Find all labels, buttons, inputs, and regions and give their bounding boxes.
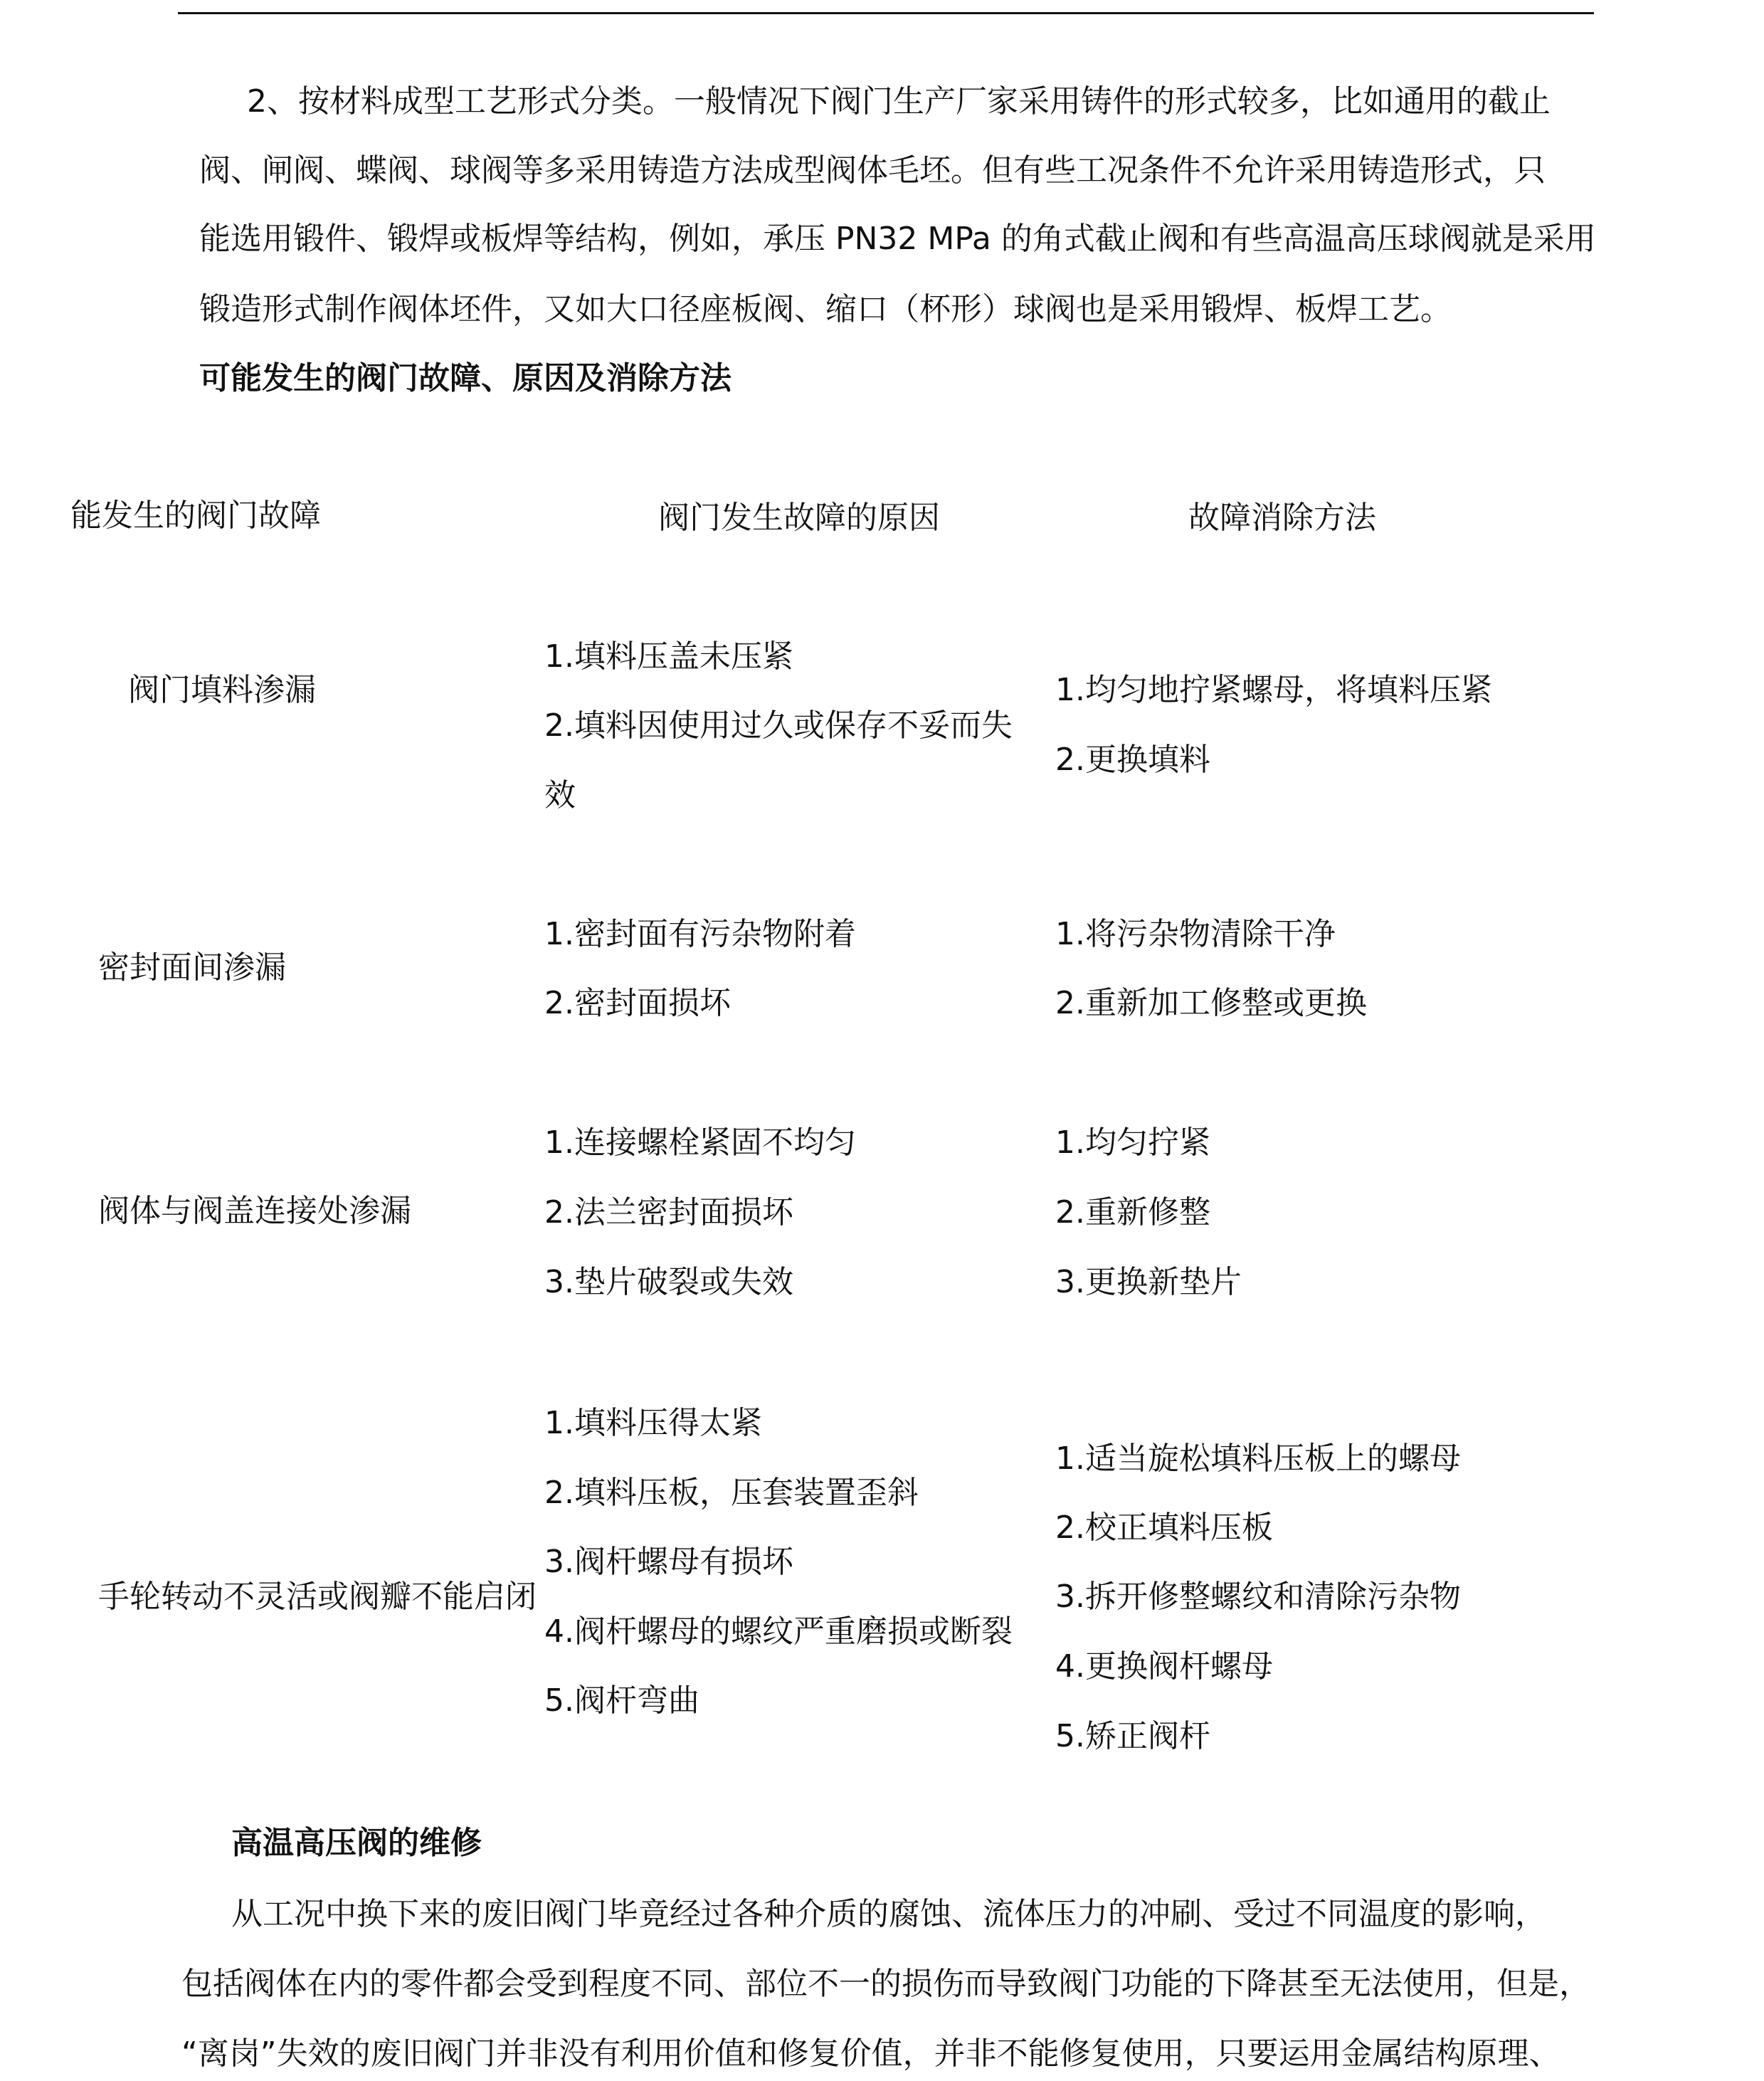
table-header-remedy: 故障消除方法 [1188, 500, 1376, 536]
remedy-item: 5.矫正阀杆 [1055, 1718, 1210, 1754]
cause-item: 1.填料压盖未压紧 [544, 638, 793, 675]
cause-item: 2.法兰密封面损坏 [544, 1194, 793, 1231]
cause-item: 3.垫片破裂或失效 [544, 1264, 793, 1300]
repair-title: 高温高压阀的维修 [231, 1825, 482, 1861]
remedy-item: 1.均匀地拧紧螺母，将填料压紧 [1055, 672, 1492, 708]
intro-line-4: 锻造形式制作阀体坯件，又如大口径座板阀、缩口（杯形）球阀也是采用锻焊、板焊工艺。 [199, 291, 1452, 327]
intro-line-3: 能选用锻件、锻焊或板焊等结构，例如，承压 PN32 MPa 的角式截止阀和有些高温高压球阀就是采用 [199, 221, 1596, 257]
remedy-item: 3.更换新垫片 [1055, 1264, 1242, 1300]
table-header-cause: 阀门发生故障的原因 [658, 500, 940, 536]
cause-item: 1.密封面有污杂物附着 [544, 916, 856, 952]
remedy-item: 1.均匀拧紧 [1055, 1124, 1210, 1161]
fault-cell: 阀体与阀盖连接处渗漏 [98, 1193, 411, 1229]
header-rule [178, 12, 1594, 14]
intro-line-1: 2、按材料成型工艺形式分类。一般情况下阀门生产厂家采用铸件的形式较多，比如通用的截止 [247, 83, 1551, 120]
cause-item: 5.阀杆弯曲 [544, 1682, 699, 1719]
table-header-fault: 能发生的阀门故障 [70, 497, 321, 534]
remedy-item: 1.适当旋松填料压板上的螺母 [1055, 1440, 1461, 1477]
fault-cell: 手轮转动不灵活或阀瓣不能启闭 [98, 1579, 537, 1615]
remedy-item: 4.更换阀杆螺母 [1055, 1648, 1273, 1685]
remedy-item: 2.更换填料 [1055, 742, 1210, 778]
section-title: 可能发生的阀门故障、原因及消除方法 [199, 360, 732, 396]
table-header-fault-clip [70, 495, 395, 542]
remedy-item: 1.将污杂物清除干净 [1055, 916, 1336, 952]
cause-item: 1.填料压得太紧 [544, 1405, 762, 1441]
remedy-item: 3.拆开修整螺纹和清除污杂物 [1055, 1579, 1461, 1615]
cause-item: 1.连接螺栓紧固不均匀 [544, 1124, 856, 1161]
cause-item: 2.填料因使用过久或保存不妥而失 [544, 707, 1013, 744]
fault-cell: 密封面间渗漏 [98, 949, 286, 986]
cause-item: 2.密封面损坏 [544, 985, 731, 1021]
remedy-item: 2.校正填料压板 [1055, 1510, 1273, 1546]
fault-cell: 阀门填料渗漏 [128, 672, 316, 708]
repair-line-2: 包括阀体在内的零件都会受到程度不同、部位不一的损伤而导致阀门功能的下降甚至无法使用，但是， [181, 1966, 1590, 2002]
cause-item: 3.阀杆螺母有损坏 [544, 1544, 793, 1580]
repair-line-1: 从工况中换下来的废旧阀门毕竟经过各种介质的腐蚀、流体压力的冲刷、受过不同温度的影响， [231, 1896, 1546, 1932]
cause-item: 4.阀杆螺母的螺纹严重磨损或断裂 [544, 1613, 1013, 1650]
cause-item: 2.填料压板，压套装置歪斜 [544, 1475, 919, 1511]
cause-item: 效 [544, 777, 576, 813]
repair-line-3: “离岗”失效的废旧阀门并非没有利用价值和修复价值，并非不能修复使用，只要运用金属结构原理、 [181, 2035, 1560, 2072]
intro-line-2: 阀、闸阀、蝶阀、球阀等多采用铸造方法成型阀体毛坯。但有些工况条件不允许采用铸造形式，只 [199, 152, 1546, 189]
remedy-item: 2.重新修整 [1055, 1194, 1210, 1231]
remedy-item: 2.重新加工修整或更换 [1055, 985, 1367, 1021]
